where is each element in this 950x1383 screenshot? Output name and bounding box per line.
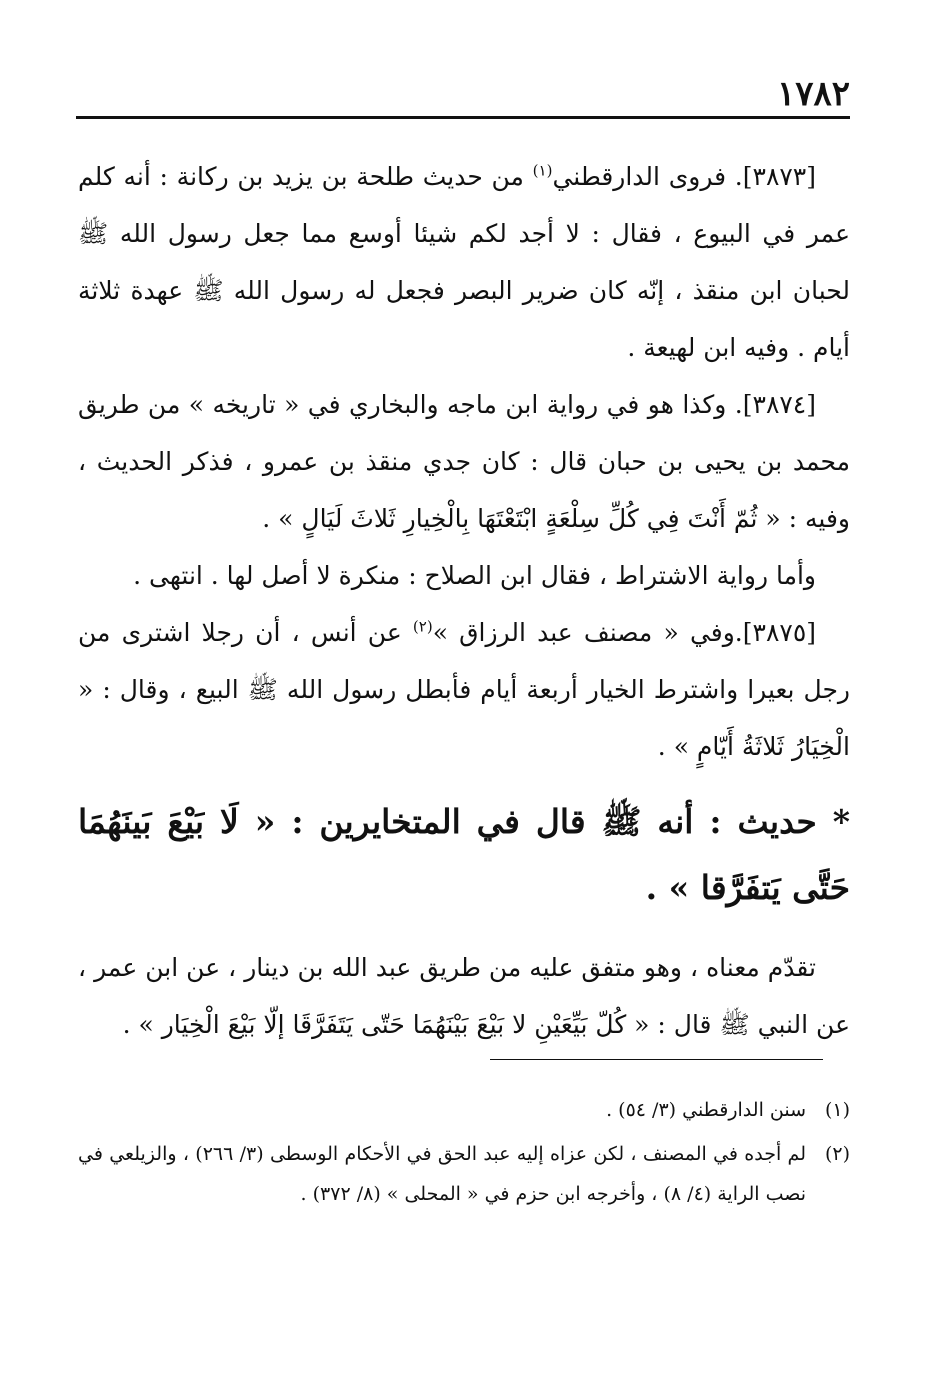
page-header xyxy=(76,70,850,119)
paragraph-explanation: تقدّم معناه ، وهو متفق عليه من طريق عبد الله بن دينار ، عن ابن عمر ، عن النبي ﷺ قال : « كُلّ بَيِّعَيْنِ لا بَيْعَ بَيْنَهُمَا حَتّى يَتَفَرَّقَا إلّا بَيْعَ الْخِيَار » . xyxy=(78,953,850,1039)
paragraph-ishtirat xyxy=(78,547,850,604)
paragraph-3874 xyxy=(78,376,850,547)
main-text xyxy=(78,148,850,1053)
paragraph-3873 xyxy=(78,148,850,376)
footnote-2 xyxy=(78,1134,850,1214)
footnote-divider xyxy=(490,1059,823,1060)
paragraph-text: .وفي « مصنف عبد الرزاق » xyxy=(432,618,743,647)
hadith-number: [٣٨٧٤] xyxy=(742,390,816,419)
paragraph-text: . وكذا هو في رواية ابن ماجه والبخاري في « تاريخه » من طريق محمد بن يحيى بن حبان قال : كان جدي منقذ بن عمرو ، فذكر الحديث ، وفيه : « ثُمّ أَنْتَ فِي كُلِّ سِلْعَةٍ ابْتَعْتَهَا بِالْخِيارِ ثَلاثَ لَيَالٍ » . xyxy=(78,390,850,533)
footnote-number: (٢) xyxy=(824,1143,850,1165)
page-number: ١٧٨٢ xyxy=(776,74,850,114)
hadith-number: [٣٨٧٣] xyxy=(742,162,816,191)
footnote-reference[interactable]: (١) xyxy=(532,161,553,180)
footnote-text: لم أجده في المصنف ، لكن عزاه إليه عبد الحق في الأحكام الوسطى (٣/ ٢٦٦) ، والزيلعي في نصب الراية (٤/ ٨) ، وأخرجه ابن حزم في « المحلى » (٨/ ٣٧٢) . xyxy=(78,1143,806,1205)
paragraph-text: عن أنس ، أن رجلا اشترى من رجل بعيرا واشترط الخيار أربعة أيام فأبطل رسول الله ﷺ البيع ، وقال : « الْخِيَارُ ثَلاثَةُ أَيّامٍ » . xyxy=(78,618,850,761)
footnote-number: (١) xyxy=(824,1099,850,1121)
paragraph-text: من حديث طلحة بن يزيد بن ركانة : أنه كلم عمر في البيوع ، فقال : لا أجد لكم شيئا أوسع مما جعل رسول الله ﷺ لحبان ابن منقذ ، إنّه كان ضرير البصر فجعل له رسول الله ﷺ عهدة ثلاثة أيام . وفيه ابن لهيعة . xyxy=(78,162,850,362)
footnote-text: سنن الدارقطني (٣/ ٥٤) . xyxy=(606,1099,806,1121)
paragraph-text: وأما رواية الاشتراط ، فقال ابن الصلاح : منكرة لا أصل لها . انتهى . xyxy=(133,561,816,590)
footnote-reference[interactable]: (٢) xyxy=(412,617,433,636)
paragraph-text: . فروى الدارقطني xyxy=(552,162,743,191)
footnotes xyxy=(78,1090,850,1218)
paragraph-3875 xyxy=(78,604,850,775)
hadith-heading: * حديث : أنه ﷺ قال في المتخايرين : « لَا بَيْعَ بَينَهُمَا حَتَّى يَتفَرَّقا » . xyxy=(78,802,850,907)
footnote-1 xyxy=(78,1090,850,1130)
hadith-number: [٣٨٧٥] xyxy=(742,618,817,647)
